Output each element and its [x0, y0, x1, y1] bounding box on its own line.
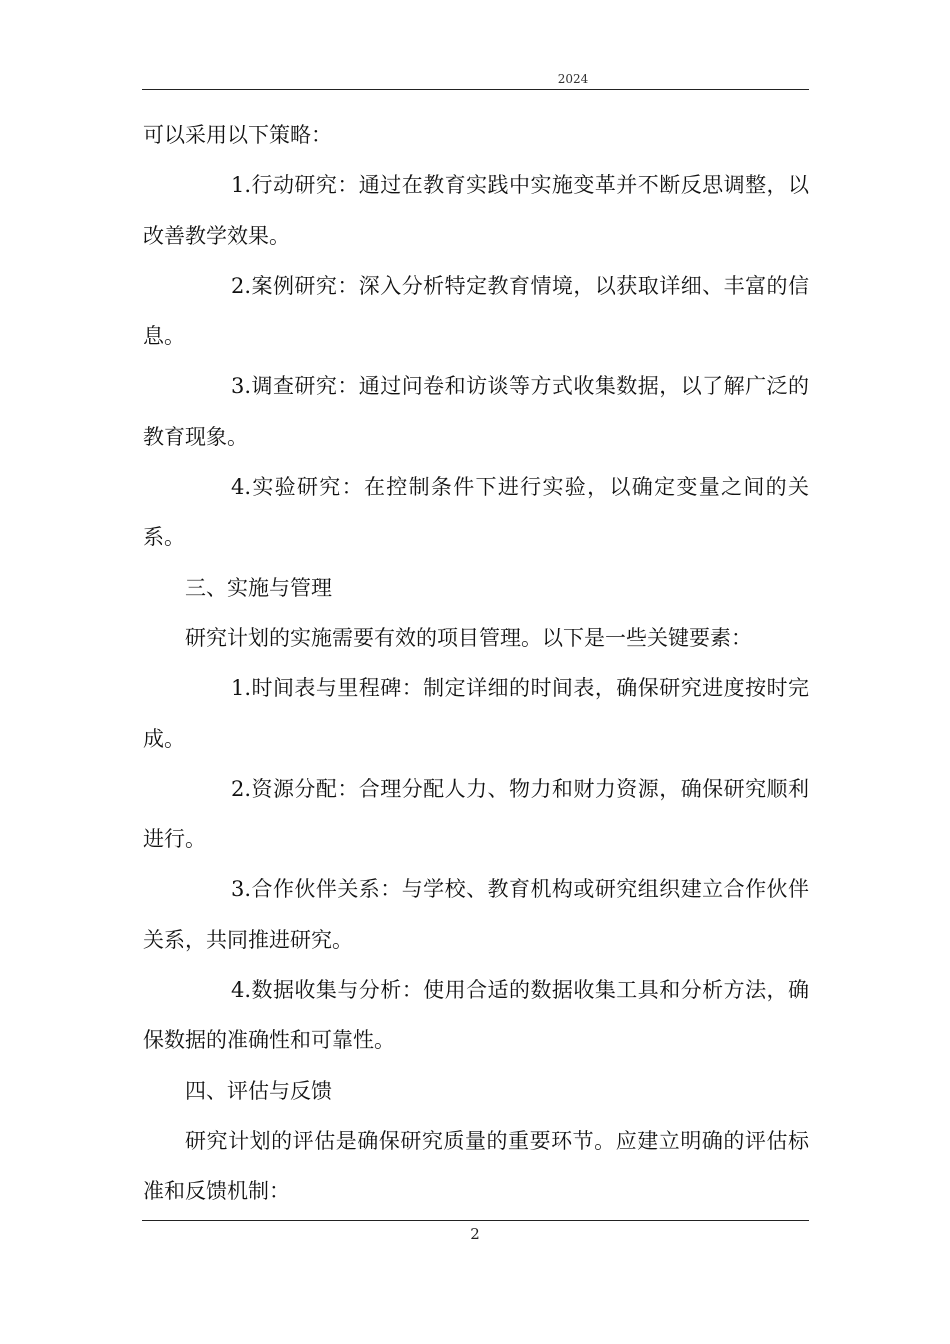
list-item-timeline: 1.时间表与里程碑：制定详细的时间表，确保研究进度按时完成。: [143, 676, 809, 751]
section-heading-implementation: 三、实施与管理: [185, 575, 332, 600]
document-body: [143, 110, 809, 1217]
list-item-partnerships: 3.合作伙伴关系：与学校、教育机构或研究组织建立合作伙伴关系，共同推进研究。: [143, 877, 809, 952]
list-item-resources: 2.资源分配：合理分配人力、物力和财力资源，确保研究顺利进行。: [143, 776, 809, 852]
list-item-experimental-research: 4.实验研究：在控制条件下进行实验，以确定变量之间的关系。: [143, 475, 809, 550]
header-rule: [142, 89, 809, 90]
list-item-case-study: 2.案例研究：深入分析特定教育情境，以获取详细、丰富的信息。: [143, 273, 809, 349]
list-item-survey-research: 3.调查研究：通过问卷和访谈等方式收集数据，以了解广泛的教育现象。: [143, 374, 809, 449]
paragraph-evaluation-intro: 研究计划的评估是确保研究质量的重要环节。应建立明确的评估标准和反馈机制：: [143, 1128, 809, 1204]
section-heading-evaluation: 四、评估与反馈: [185, 1078, 332, 1103]
paragraph-intro: 可以采用以下策略：: [143, 123, 332, 147]
footer-rule: [142, 1220, 809, 1221]
paragraph-implementation-intro: 研究计划的实施需要有效的项目管理。以下是一些关键要素：: [185, 625, 752, 650]
list-item-data-analysis: 4.数据收集与分析：使用合适的数据收集工具和分析方法，确保数据的准确性和可靠性。: [143, 978, 809, 1053]
page-number: 2: [470, 1225, 480, 1243]
list-item-action-research: 1.行动研究：通过在教育实践中实施变革并不断反思调整，以改善教学效果。: [143, 173, 809, 248]
page-header-year: 2024: [557, 72, 589, 86]
